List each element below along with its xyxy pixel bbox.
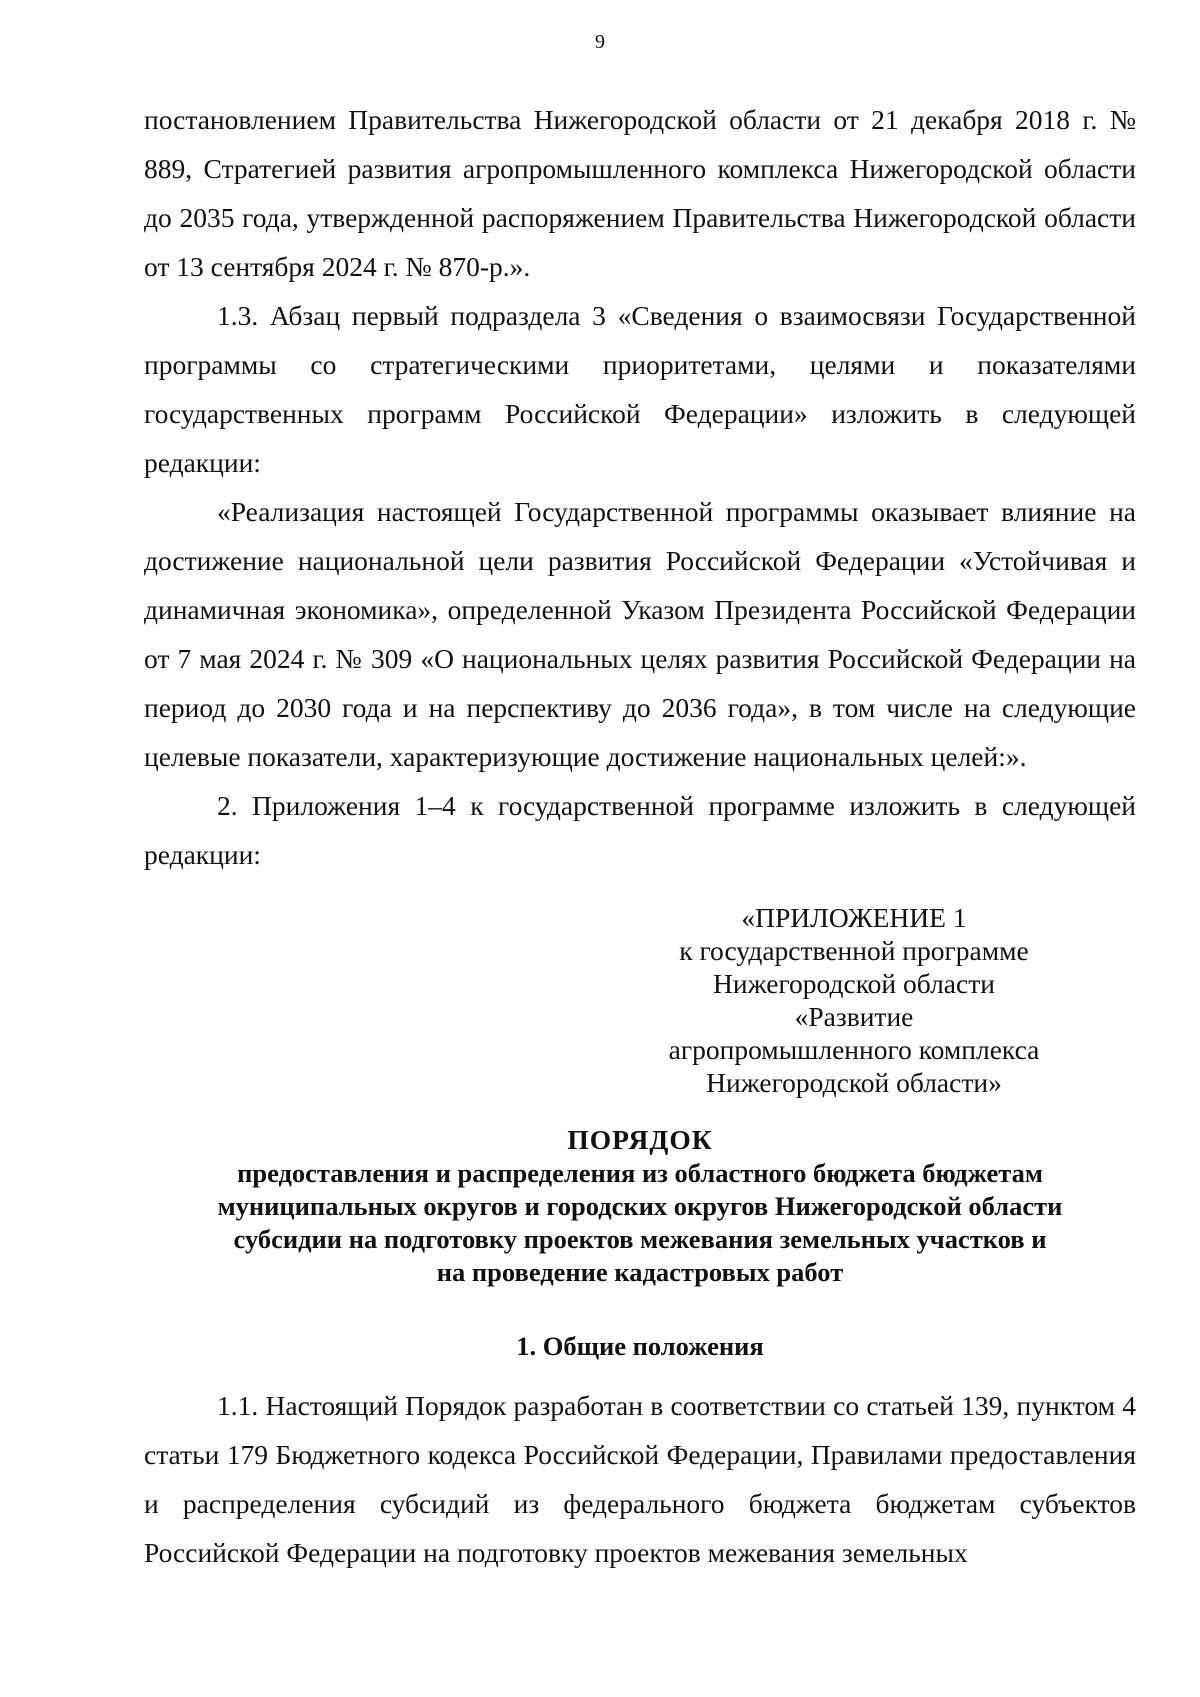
title-main: ПОРЯДОК <box>567 1124 713 1155</box>
appendix-line: Нижегородской области «Развитие <box>713 968 995 1032</box>
appendix-line: к государственной программе <box>679 935 1029 966</box>
paragraph-2: 2. Приложения 1–4 к государственной программе изложить в следующей редакции: <box>144 790 1136 870</box>
title-line: предоставления и распределения из областного бюджета бюджетам <box>237 1158 1043 1188</box>
page-number: 9 <box>595 31 605 53</box>
section-heading: 1. Общие положения <box>516 1331 764 1361</box>
document-title <box>144 1123 1136 1289</box>
appendix-line: «ПРИЛОЖЕНИЕ 1 <box>741 902 967 933</box>
document-body <box>144 95 1136 1577</box>
paragraph-continuation: постановлением Правительства Нижегородской области от 21 декабря 2018 г. № 889, Стратегией развития агропромышленного комплекса Нижегородской области до 2035 года, утвержденной распоряжением Правительства Нижегородской области от 13 сентября 2024 г. № 870-р.». <box>144 104 1136 282</box>
appendix-line: Нижегородской области» <box>706 1067 1002 1098</box>
paragraph-1-1: 1.1. Настоящий Порядок разработан в соответствии со статьей 139, пунктом 4 статьи 179 Бюджетного кодекса Российской Федерации, Правилами предоставления и распределения субсидий из федерального бюджета бюджетам субъектов Российской Федерации на подготовку проектов межевания земельных <box>144 1390 1136 1568</box>
paragraph-1-3: 1.3. Абзац первый подраздела 3 «Сведения о взаимосвязи Государственной программы со стратегическими приоритетами, целями и показателями государственных программ Российской Федерации» изложить в следующей редакции: <box>144 300 1136 478</box>
appendix-line: агропромышленного комплекса <box>668 1034 1040 1065</box>
title-line: на проведение кадастровых работ <box>436 1257 844 1287</box>
appendix-heading <box>654 901 1054 1099</box>
title-line: муниципальных округов и городских округов Нижегородской области <box>217 1191 1063 1221</box>
paragraph-quote-realization: «Реализация настоящей Государственной программы оказывает влияние на достижение национальной цели развития Российской Федерации «Устойчивая и динамичная экономика», определенной Указом Президента Российской Федерации от 7 мая 2024 г. № 309 «О национальных целях развития Российской Федерации на период до 2030 года и на перспективу до 2036 года», в том числе на следующие целевые показатели, характеризующие достижение национальных целей:». <box>144 496 1136 772</box>
title-line: субсидии на подготовку проектов межевания земельных участков и <box>233 1224 1047 1254</box>
